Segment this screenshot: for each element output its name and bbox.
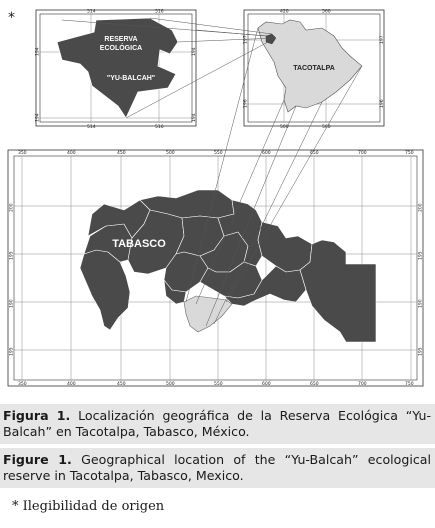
tacotalpa-tick-right-1: 197 <box>379 35 385 44</box>
footnote-illegibility: * Ilegibilidad de origen <box>12 499 165 514</box>
main-tick-top-5: 550 <box>214 151 223 156</box>
caption-english-text: Geographical location of the “Yu-Balcah” ecological reserve in Tacotalpa, Tabasco, Mexico. <box>3 452 432 483</box>
reserve-tick-top-1: 514 <box>87 9 96 15</box>
main-tick-top-7: 650 <box>310 151 319 156</box>
reserve-tick-left-2: 194 <box>35 113 41 122</box>
reserve-label-line1: RESERVA <box>104 36 138 43</box>
main-tick-top-9: 750 <box>405 151 414 156</box>
reserve-tick-top-2: 516 <box>155 9 164 15</box>
main-tick-right-4: 195 <box>418 347 424 356</box>
main-tick-bottom-2: 400 <box>67 382 76 387</box>
reserve-label-line3: "YU-BALCAH" <box>106 75 156 82</box>
main-tick-top-1: 350 <box>18 151 27 156</box>
main-tick-top-8: 700 <box>358 151 367 156</box>
main-tick-top-4: 500 <box>166 151 175 156</box>
tacotalpa-tick-left-2: 196 <box>243 99 249 108</box>
reserve-tick-bottom-1: 514 <box>87 125 96 130</box>
main-tick-left-1: 200 <box>9 203 15 212</box>
figure-asterisk: * <box>8 10 15 26</box>
main-tick-top-2: 400 <box>67 151 76 156</box>
tacotalpa-tick-top-2: 560 <box>322 9 331 15</box>
main-tick-right-2: 195 <box>418 251 424 260</box>
main-tick-bottom-5: 550 <box>214 382 223 387</box>
caption-english-label: Figure 1. <box>3 452 72 467</box>
main-tick-bottom-9: 750 <box>405 382 414 387</box>
main-tick-top-3: 450 <box>117 151 126 156</box>
main-tick-top-6: 600 <box>262 151 271 156</box>
main-tick-bottom-4: 500 <box>166 382 175 387</box>
main-tick-bottom-6: 600 <box>262 382 271 387</box>
caption-spanish <box>0 404 435 444</box>
main-tick-left-2: 195 <box>9 251 15 260</box>
inset-tacotalpa-map <box>243 9 385 131</box>
main-tick-bottom-3: 450 <box>117 382 126 387</box>
caption-spanish-label: Figura 1. <box>3 408 71 423</box>
inset-reserve-map <box>35 9 197 131</box>
reserve-tick-right-2: 194 <box>191 113 197 122</box>
caption-english <box>0 448 435 488</box>
main-tick-left-4: 195 <box>9 347 15 356</box>
tacotalpa-tick-left-1: 197 <box>243 35 249 44</box>
tabasco-label: TABASCO <box>112 238 166 250</box>
tacotalpa-label: TACOTALPA <box>293 65 335 72</box>
tacotalpa-tick-right-2: 196 <box>379 99 385 108</box>
main-tick-right-3: 190 <box>418 299 424 308</box>
main-tick-bottom-8: 700 <box>358 382 367 387</box>
figure-captions <box>0 404 435 488</box>
main-tick-bottom-1: 350 <box>18 382 27 387</box>
tacotalpa-tick-bottom-1: 500 <box>280 125 289 130</box>
tacotalpa-tick-top-1: 420 <box>280 9 289 15</box>
reserve-label-line2: ECOLÓGICA <box>99 45 143 52</box>
tacotalpa-tick-bottom-2: 560 <box>322 125 331 130</box>
main-tick-left-3: 190 <box>9 299 15 308</box>
reserve-tick-bottom-2: 516 <box>155 125 164 130</box>
reserve-tick-right-1: 194 <box>191 47 197 56</box>
reserve-tick-left-1: 194 <box>35 47 41 56</box>
main-tick-right-1: 200 <box>418 203 424 212</box>
caption-spanish-text: Localización geográfica de la Reserva Ecológica “Yu-Balcah” en Tacotalpa, Tabasco, México. <box>3 408 431 439</box>
main-tick-bottom-7: 650 <box>310 382 319 387</box>
